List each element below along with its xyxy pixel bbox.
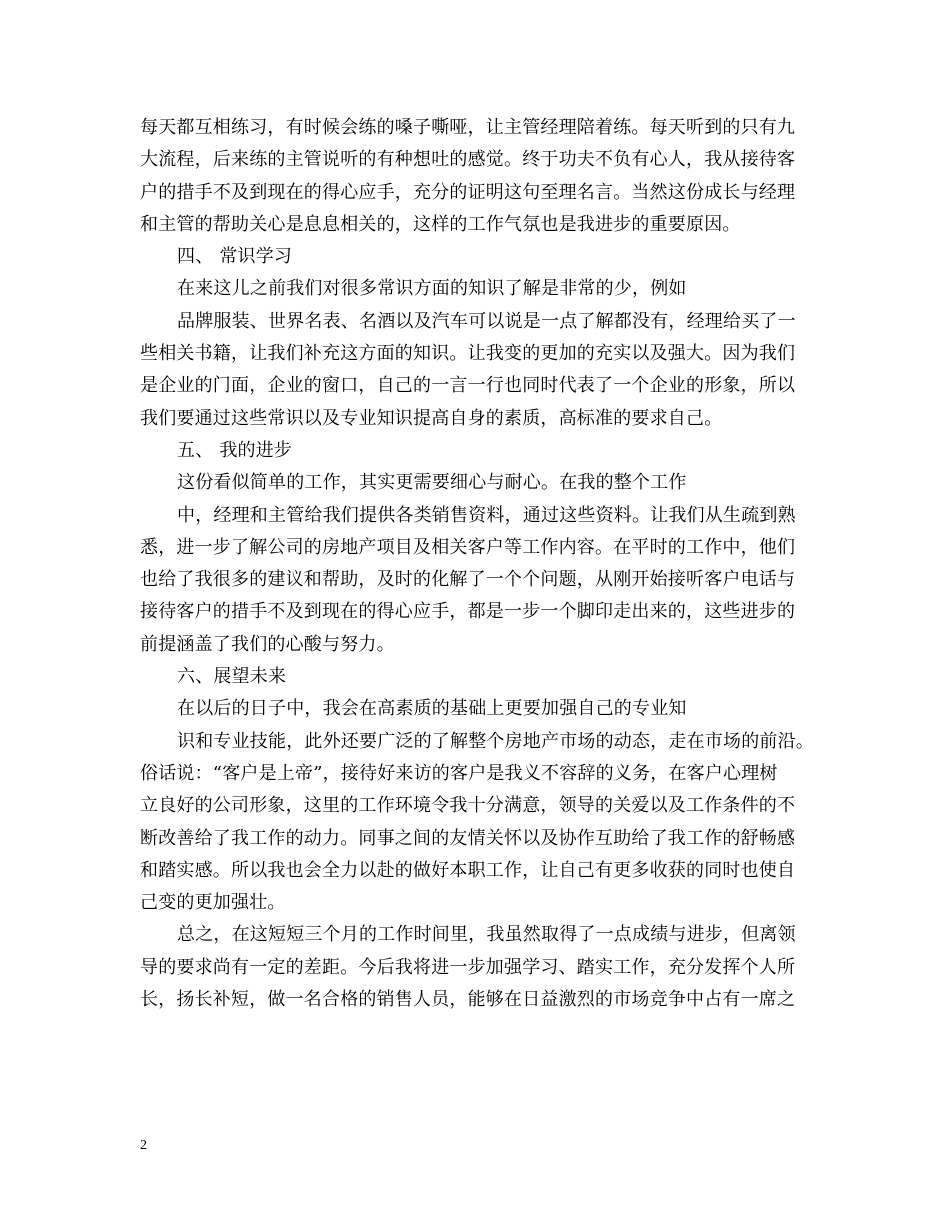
text-line: 是企业的门面，企业的窗口，自己的一言一行也同时代表了一个企业的形象，所以 <box>140 375 796 397</box>
page-number: 2 <box>140 1138 147 1153</box>
section-heading-6: 六、展望未来 <box>177 666 287 688</box>
text-line: 每天都互相练习，有时候会练的嗓子嘶哑，让主管经理陪着练。每天听到的只有九 <box>140 117 796 138</box>
text-line: 在以后的日子中，我会在高素质的基础上更要加强自己的专业知 <box>177 698 687 720</box>
body-text <box>140 112 840 1016</box>
text-line: 也给了我很多的建议和帮助，及时的化解了一个个问题，从刚开始接听客户电话与 <box>140 569 796 591</box>
text-line: 总之，在这短短三个月的工作时间里，我虽然取得了一点成绩与进步，但离领 <box>177 924 796 946</box>
text-line: 我们要通过这些常识以及专业知识提高自身的素质，高标准的要求自己。 <box>140 407 723 429</box>
text-line: 立良好的公司形象，这里的工作环境令我十分满意，领导的关爱以及工作条件的不 <box>140 795 796 817</box>
text-line: 大流程，后来练的主管说听的有种想吐的感觉。终于功夫不负有心人，我从接待客 <box>140 149 796 171</box>
text-line: 和主管的帮助关心是息息相关的，这样的工作气氛也是我进步的重要原因。 <box>140 213 741 235</box>
text-line: 己变的更加强壮。 <box>140 892 286 914</box>
text-line: 户的措手不及到现在的得心应手，充分的证明这句至理名言。当然这份成长与经理 <box>140 181 796 203</box>
text-line: 断改善给了我工作的动力。同事之间的友情关怀以及协作互助给了我工作的舒畅感 <box>140 827 796 849</box>
text-line: 品牌服装、世界名表、名酒以及汽车可以说是一点了解都没有，经理给买了一 <box>177 310 796 332</box>
text-line: 在来这儿之前我们对很多常识方面的知识了解是非常的少，例如 <box>177 278 687 300</box>
text-line: 长，扬长补短，做一名合格的销售人员，能够在日益激烈的市场竞争中占有一席之 <box>140 989 796 1011</box>
text-line: 悉，进一步了解公司的房地产项目及相关客户等工作内容。在平时的工作中，他们 <box>140 536 796 558</box>
text-line: 和踏实感。所以我也会全力以赴的做好本职工作，让自己有更多收获的同时也使自 <box>140 859 796 881</box>
text-line: 俗话说：“客户是上帝”，接待好来访的客户是我义不容辞的义务，在客户心理树 <box>140 762 778 784</box>
text-line: 这份看似简单的工作，其实更需要细心与耐心。在我的整个工作 <box>177 472 687 494</box>
section-heading-4: 四、 常识学习 <box>177 246 293 268</box>
text-line: 导的要求尚有一定的差距。今后我将进一步加强学习、踏实工作，充分发挥个人所 <box>140 956 796 978</box>
text-line: 中，经理和主管给我们提供各类销售资料，通过这些资料。让我们从生疏到熟 <box>177 504 796 526</box>
text-line: 接待客户的措手不及到现在的得心应手，都是一步一个脚印走出来的，这些进步的 <box>140 601 796 623</box>
section-heading-5: 五、 我的进步 <box>177 439 293 461</box>
text-line: 前提涵盖了我们的心酸与努力。 <box>140 633 395 655</box>
text-line: 些相关书籍，让我们补充这方面的知识。让我变的更加的充实以及强大。因为我们 <box>140 343 796 365</box>
text-line: 识和专业技能，此外还要广泛的了解整个房地产市场的动态，走在市场的前沿。 <box>177 730 814 752</box>
